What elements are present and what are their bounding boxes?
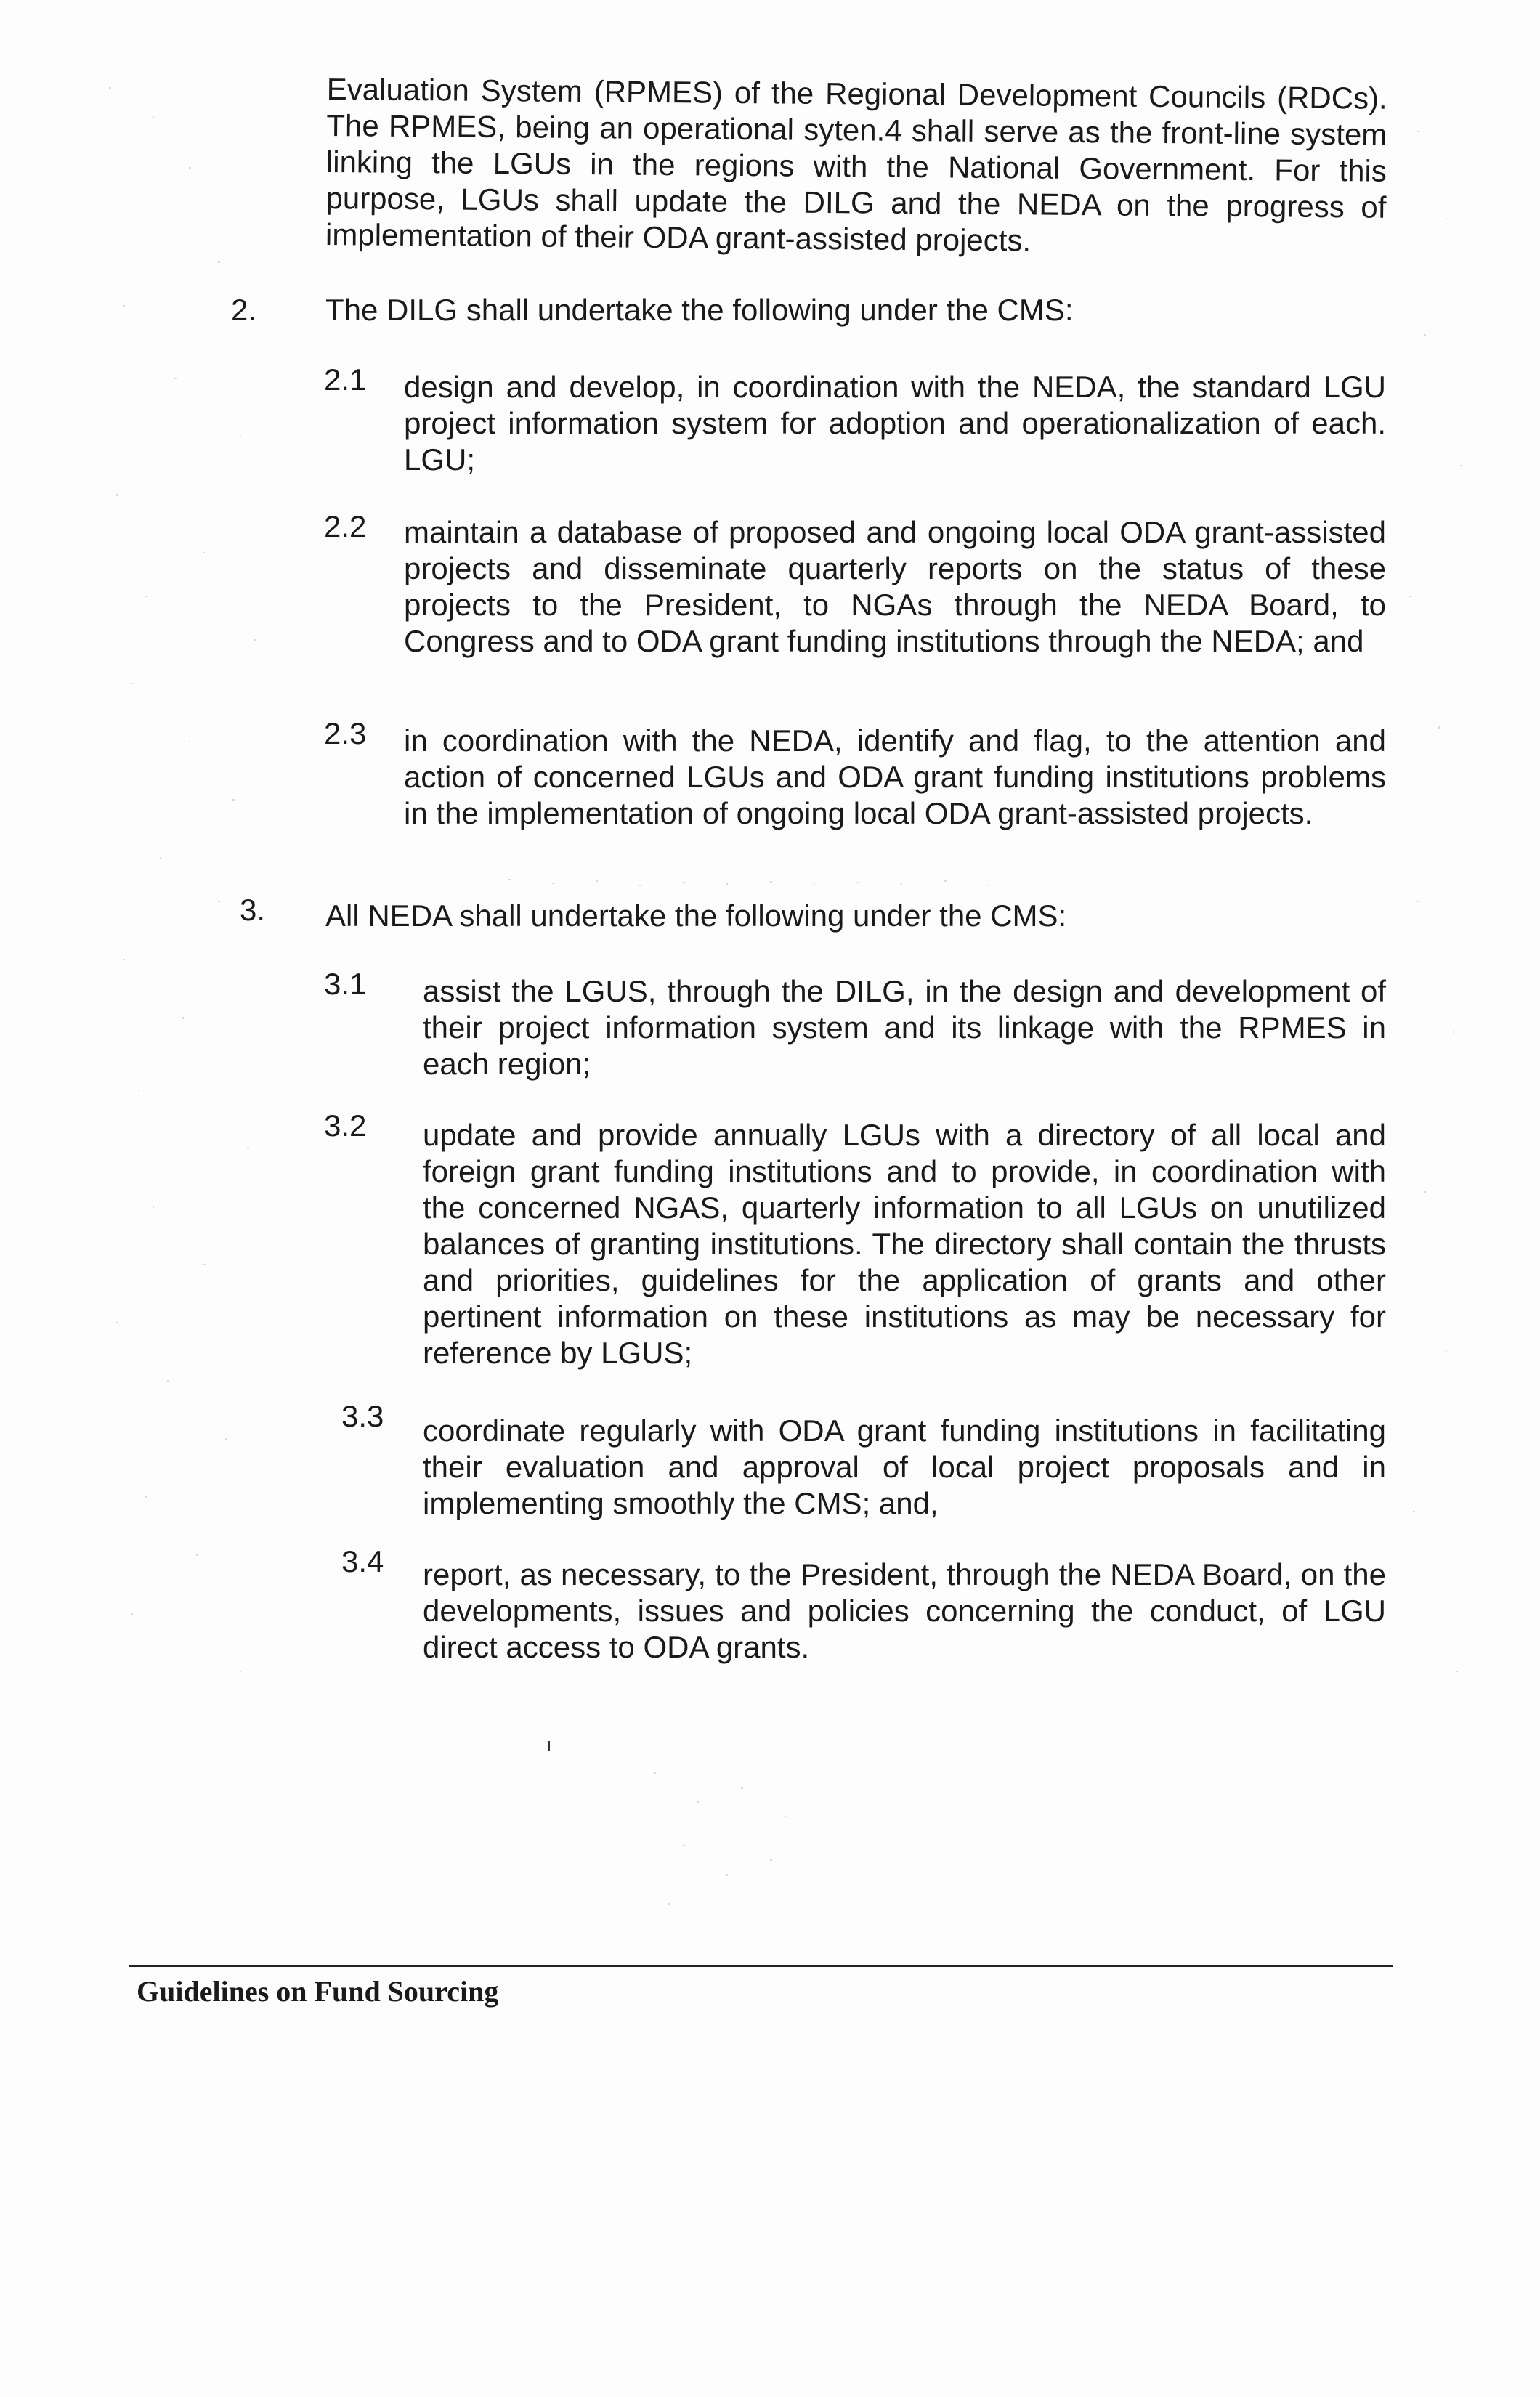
item-2-number: 2. — [231, 293, 257, 327]
item-2-heading: The DILG shall undertake the following under the CMS: — [325, 293, 1074, 327]
item-3-3-number: 3.3 — [341, 1399, 384, 1433]
item-2-1-number: 2.1 — [324, 362, 367, 397]
item-3-4-number: 3.4 — [341, 1544, 384, 1578]
item-2-3-number: 2.3 — [324, 716, 367, 750]
stray-mark — [548, 1741, 550, 1751]
item-3-1-number: 3.1 — [324, 967, 367, 1001]
footer-title: Guidelines on Fund Sourcing — [137, 1975, 499, 2008]
item-2-1-text: design and develop, in coordination with the NEDA, the standard LGU project information system for adoption and operationalization of each. LGU; — [404, 370, 1386, 476]
item-3-1-text: assist the LGUS, through the DILG, in the design and development of their project information system and its linkage with the RPMES in each region; — [423, 974, 1386, 1081]
item-2-2-text: maintain a database of proposed and ongoing local ODA grant-assisted projects and disseminate quarterly reports on the status of these projects to the President, to NGAs through the NEDA Board, to Congress and to ODA grant funding institutions through the NEDA; and — [404, 515, 1386, 658]
item-3-2-number: 3.2 — [324, 1108, 367, 1143]
item-3-2-text: update and provide annually LGUs with a directory of all local and foreign grant funding institutions and to provide, in coordination with the concerned NGAS, quarterly information to all LGUs on unutilized balances of granting institutions. The directory shall contain the thrusts and priorities, guidelines for the application of grants and other pertinent information on these institutions as may be necessary for reference by LGUS; — [423, 1118, 1386, 1370]
item-3-3-text: coordinate regularly with ODA grant funding institutions in facilitating their evaluation and approval of local project proposals and in implementing smoothly the CMS; and, — [423, 1414, 1386, 1520]
item-3-4-text: report, as necessary, to the President, through the NEDA Board, on the developments, issues and policies concerning the conduct, of LGU direct access to ODA grants. — [423, 1557, 1386, 1664]
item-2-2-number: 2.2 — [324, 509, 367, 543]
item-2-3-text: in coordination with the NEDA, identify and flag, to the attention and action of concerned LGUs and ODA grant funding institutions problems in the implementation of ongoing local ODA grant-assisted projects. — [404, 723, 1386, 830]
footer-rule — [129, 1965, 1393, 1967]
item-3-heading: All NEDA shall undertake the following under the CMS: — [325, 899, 1067, 933]
intro-paragraph: Evaluation System (RPMES) of the Regional Development Councils (RDCs). The RPMES, being an operational syten.4 shall serve as the front-line system linking the LGUs in the regions with the National Government. For this purpose, LGUs shall update the DILG and the NEDA on the progress of implementation of their ODA grant-assisted projects. — [325, 71, 1387, 258]
item-3-number: 3. — [240, 893, 266, 927]
